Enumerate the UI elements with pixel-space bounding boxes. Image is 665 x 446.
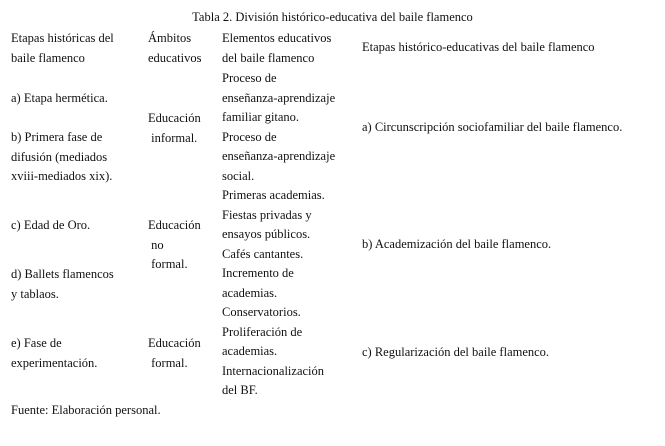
- element-line: Fiestas privadas y: [222, 207, 312, 222]
- stage-line: difusión (mediados: [11, 149, 108, 164]
- element-line: Incremento de: [222, 266, 294, 280]
- ambit-line: informal.: [148, 130, 198, 145]
- header-line: educativos: [148, 50, 202, 65]
- element-line: del BF.: [222, 383, 258, 397]
- element-line: academias.: [222, 344, 278, 358]
- period-a: a) Circunscripción sociofamiliar del baile flamenco.: [362, 120, 623, 134]
- stage-line: b) Primera fase de: [11, 130, 103, 144]
- stage-line: a) Etapa hermética.: [11, 91, 108, 105]
- element-line: enseñanza-aprendizaje: [222, 90, 336, 105]
- element-line: Conservatorios.: [222, 305, 301, 319]
- element-line: Internacionalización: [222, 363, 325, 378]
- elements-list: [222, 69, 335, 401]
- element-line: Proceso de: [222, 71, 277, 85]
- ambit-line: Educación: [148, 336, 201, 350]
- element-line: academias.: [222, 285, 278, 300]
- stage-line: d) Ballets flamencos: [11, 267, 114, 281]
- ambit-line: formal.: [148, 257, 188, 271]
- element-line: familiar gitano.: [222, 110, 300, 124]
- ambit-line: Educación: [148, 218, 201, 232]
- header-line: Etapas históricas del: [11, 31, 114, 45]
- header-line: baile flamenco: [11, 50, 85, 65]
- header-line: Ámbitos: [148, 31, 192, 45]
- stage-c: [11, 216, 90, 236]
- header-educational-ambits: [148, 29, 201, 68]
- element-line: ensayos públicos.: [222, 227, 311, 241]
- stage-line: experimentación.: [11, 355, 98, 370]
- ambit-formal: [148, 334, 201, 373]
- element-line: Proceso de: [222, 129, 277, 144]
- stage-d: [11, 265, 114, 304]
- element-line: Cafés cantantes.: [222, 246, 304, 261]
- period-c: c) Regularización del baile flamenco.: [362, 345, 550, 359]
- table-title: Tabla 2. División histórico-educativa del baile flamenco: [192, 10, 473, 24]
- source-note: Fuente: Elaboración personal.: [11, 403, 161, 417]
- ambit-line: no: [148, 237, 164, 252]
- period-b: b) Academización del baile flamenco.: [362, 237, 552, 251]
- stage-e: [11, 334, 97, 373]
- header-educational-elements: [222, 29, 331, 68]
- ambit-non-formal: [148, 216, 201, 275]
- stage-a: [11, 89, 108, 109]
- element-line: Primeras academias.: [222, 188, 325, 202]
- stage-line: c) Edad de Oro.: [11, 218, 91, 232]
- element-line: Proliferación de: [222, 324, 303, 339]
- ambit-line: Educación: [148, 111, 201, 125]
- stage-line: y tablaos.: [11, 286, 59, 301]
- header-historical-stages: [11, 29, 114, 68]
- stage-b: [11, 128, 112, 187]
- stage-line: xviii-mediados xix).: [11, 169, 113, 183]
- element-line: social.: [222, 168, 255, 183]
- header-line: Elementos educativos: [222, 31, 332, 45]
- stage-line: e) Fase de: [11, 336, 62, 350]
- element-line: enseñanza-aprendizaje: [222, 149, 336, 163]
- ambit-informal: [148, 109, 201, 148]
- header-line: del baile flamenco: [222, 50, 315, 65]
- ambit-line: formal.: [148, 355, 188, 370]
- header-educational-periods: Etapas histórico-educativas del baile flamenco: [362, 40, 595, 54]
